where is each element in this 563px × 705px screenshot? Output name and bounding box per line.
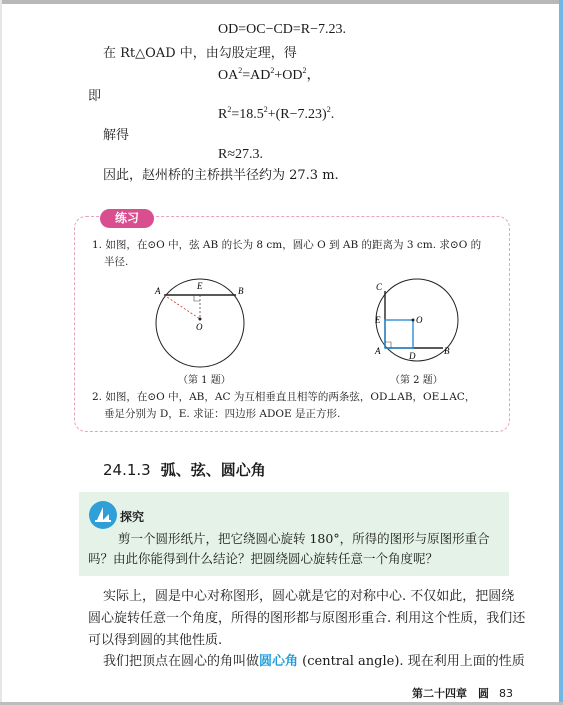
explore-line-1: 剪一个圆形纸片，把它绕圆心旋转 180°，所得的图形与原图形重合 [118,531,490,546]
derivation-line-4: 即 [88,89,102,104]
fig1-label-e: E [197,281,203,291]
fig2-label-d: D [409,351,416,361]
derivation-line-3: $OA^2=AD^2+OD^2$， [218,66,321,83]
chapter-label: 第二十四章 圆 [412,687,489,700]
fig2-label-e: E [375,315,381,325]
section-title: 弧、弦、圆心角 [160,461,266,479]
square-adoe [385,320,413,348]
term-central-angle: 圆心角 [259,654,299,669]
right-angle-mark [194,295,200,301]
left-edge [0,0,2,705]
derivation-line-1: OD=OC−CD=R−7.23. [218,22,347,37]
body-p1-line-3: 可以得到圆的其他性质. [88,633,223,648]
fig2-label-c: C [376,282,383,292]
body-p1-line-1: 实际上，圆是中心对称图形，圆心就是它的对称中心. 不仅如此，把圆绕 [103,589,515,604]
derivation-line-5: $R^2=18.5^2+(R-7.23)^2$. [218,105,335,122]
body-p1-line-2: 圆心旋转任意一个角度，所得的图形都与原图形重合. 利用这个性质，我们还 [88,611,526,626]
fig2-label-b: B [444,346,450,356]
derivation-line-2: 在 Rt△OAD 中，由勾股定理，得 [103,46,297,61]
fig1-label-b: B [238,286,244,296]
fig1-label-a: A [155,286,161,296]
exercise-q1-line-1: 1. 如图，在⊙O 中，弦 AB 的长为 8 cm，圆心 O 到 AB 的距离为 3 cm. 求⊙O 的 [92,239,482,251]
exercise-q2-line-1: 2. 如图，在⊙O 中，AB，AC 为互相垂直且相等的两条弦，OD⊥AB，OE⊥AC， [92,391,476,403]
section-heading [103,459,266,480]
figure-1 [150,275,260,371]
explore-line-2: 吗？由此你能得到什么结论？把圆绕圆心旋转任意一个角度呢？ [88,551,439,566]
center-o [199,318,202,321]
exercise-tag: 练习 [100,209,154,228]
top-edge [0,0,563,4]
body-p2: 我们把顶点在圆心的角叫做圆心角 (central angle). 现在利用上面的性质 [103,654,525,669]
fig2-label-o: O [416,315,423,325]
explore-icon [88,500,118,530]
fig1-label-o: O [196,322,203,332]
derivation-line-6: 解得 [103,128,130,143]
figure-1-caption: （第 1 题） [178,375,231,386]
right-edge [559,0,563,705]
exercise-q2-line-2: 垂足分别为 D，E. 求证：四边形 ADOE 是正方形. [104,408,341,420]
center-o [412,319,415,322]
section-number: 24.1.3 [103,461,151,479]
derivation-line-7: R≈27.3. [218,147,264,162]
explore-title: 探究 [120,510,145,524]
page-number: 83 [499,687,513,700]
figure-2-caption: （第 2 题） [390,375,443,386]
fig2-label-a: A [375,346,381,356]
exercise-q1-line-2: 半径. [104,256,129,268]
radius-oa [164,295,200,319]
page-footer [412,685,513,701]
figure-2 [368,278,468,366]
derivation-conclusion: 因此，赵州桥的主桥拱半径约为 27.3 m. [103,168,339,183]
